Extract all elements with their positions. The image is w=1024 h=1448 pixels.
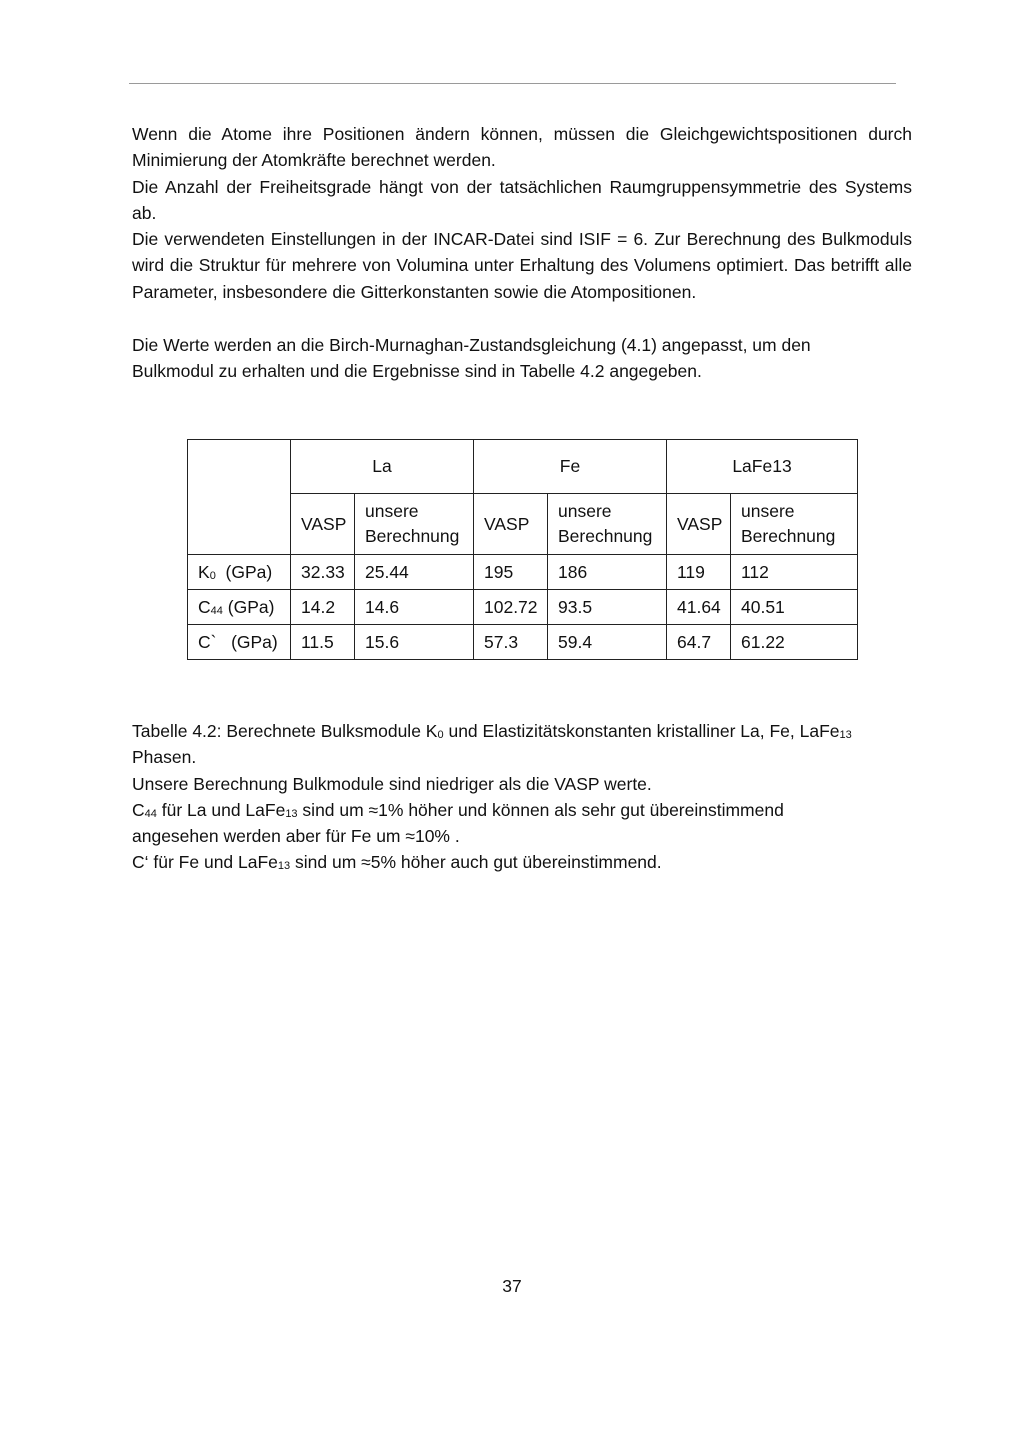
caption-subscript: 13 [839, 729, 852, 741]
row-label [188, 625, 291, 660]
discussion-line-1: Unsere Berechnung Bulkmodule sind niedriger als die VASP werte. [132, 773, 652, 794]
table-cell: 15.6 [355, 625, 474, 660]
table-row [188, 555, 858, 590]
row-symbol: C` [198, 631, 217, 652]
row-label [188, 590, 291, 625]
subheader-vasp: VASP [667, 494, 731, 555]
results-table [187, 439, 858, 660]
table-cell: 14.6 [355, 590, 474, 625]
table-caption-and-discussion [132, 718, 912, 876]
table-cell: 93.5 [548, 590, 667, 625]
discussion-line-3: angesehen werden aber für Fe um ≈10% . [132, 826, 460, 847]
paragraph-2: Die Anzahl der Freiheitsgrade hängt von der tatsächlichen Raumgruppensymmetrie des Systems ab. [132, 177, 912, 224]
discussion-text: sind um ≈1% höher und können als sehr gut übereinstimmend [297, 799, 784, 820]
discussion-subscript: 13 [285, 807, 298, 820]
table-row [188, 625, 858, 660]
group-header-la: La [291, 440, 474, 494]
discussion-text: C‘ für Fe und LaFe [132, 852, 278, 873]
subheader-unsere-berechnung: unsere Berechnung [731, 494, 858, 555]
table-cell: 112 [731, 555, 858, 590]
row-symbol: K [198, 561, 210, 582]
discussion-line-2 [132, 797, 912, 823]
table-cell: 57.3 [474, 625, 548, 660]
row-symbol: C [198, 596, 211, 617]
row-symbol-subscript: 44 [210, 604, 223, 617]
row-label [188, 555, 291, 590]
paragraph-4-line-1: Die Werte werden an die Birch-Murnaghan-Zustandsgleichung (4.1) angepasst, um den [132, 335, 811, 355]
page-number: 37 [502, 1276, 522, 1296]
paragraph-3: Die verwendeten Einstellungen in der INCAR-Datei sind ISIF = 6. Zur Berechnung des Bulkmoduls wird die Struktur für mehrere von Volumina unter Erhaltung des Volumens optimiert. Das betrifft alle Parameter, insbesondere die Gitterkonstanten sowie die Atompositionen. [132, 229, 912, 302]
paragraph-4 [132, 332, 912, 385]
table-cell: 195 [474, 555, 548, 590]
group-header-lafe13: LaFe13 [667, 440, 858, 494]
discussion-text: für La und LaFe [156, 799, 286, 820]
table-cell: 11.5 [291, 625, 355, 660]
discussion-line-4 [132, 849, 912, 875]
paragraph-4-line-2: Bulkmodul zu erhalten und die Ergebnisse sind in Tabelle 4.2 angegeben. [132, 361, 702, 382]
row-unit: (GPa) [225, 561, 273, 582]
table-corner-cell [188, 440, 291, 555]
caption-text: und Elastizitätskonstanten kristalliner La, Fe, LaFe [443, 721, 840, 741]
caption-line-2: Phasen. [132, 747, 197, 768]
table-cell: 32.33 [291, 555, 355, 590]
table-cell: 41.64 [667, 590, 731, 625]
discussion-subscript: 13 [277, 860, 291, 873]
table-cell: 61.22 [731, 625, 858, 660]
caption-line-1 [132, 718, 912, 744]
table-cell: 102.72 [474, 590, 548, 625]
group-header-fe: Fe [474, 440, 667, 494]
subheader-vasp: VASP [474, 494, 548, 555]
caption-subscript: 0 [437, 729, 444, 741]
table-cell: 119 [667, 555, 731, 590]
row-unit: (GPa) [231, 631, 278, 652]
row-symbol-subscript: 0 [209, 569, 216, 582]
subheader-unsere-berechnung: unsere Berechnung [355, 494, 474, 555]
row-unit: (GPa) [227, 596, 275, 617]
table-cell: 59.4 [548, 625, 667, 660]
table-cell: 25.44 [355, 555, 474, 590]
table-row [188, 590, 858, 625]
table-cell: 64.7 [667, 625, 731, 660]
subheader-vasp: VASP [291, 494, 355, 555]
subheader-unsere-berechnung: unsere Berechnung [548, 494, 667, 555]
discussion-text: sind um ≈5% höher auch gut übereinstimmend. [290, 852, 662, 873]
table-header-groups [188, 440, 858, 494]
caption-text: Tabelle 4.2: Berechnete Bulksmodule K [132, 721, 438, 741]
discussion-text: C [132, 799, 145, 820]
paragraph-1: Wenn die Atome ihre Positionen ändern können, müssen die Gleichgewichtspositionen durch Minimierung der Atomkräfte berechnet werden. [132, 124, 912, 171]
table-cell: 14.2 [291, 590, 355, 625]
header-rule [129, 83, 896, 84]
table-cell: 40.51 [731, 590, 858, 625]
table-cell: 186 [548, 555, 667, 590]
discussion-subscript: 44 [144, 807, 157, 820]
